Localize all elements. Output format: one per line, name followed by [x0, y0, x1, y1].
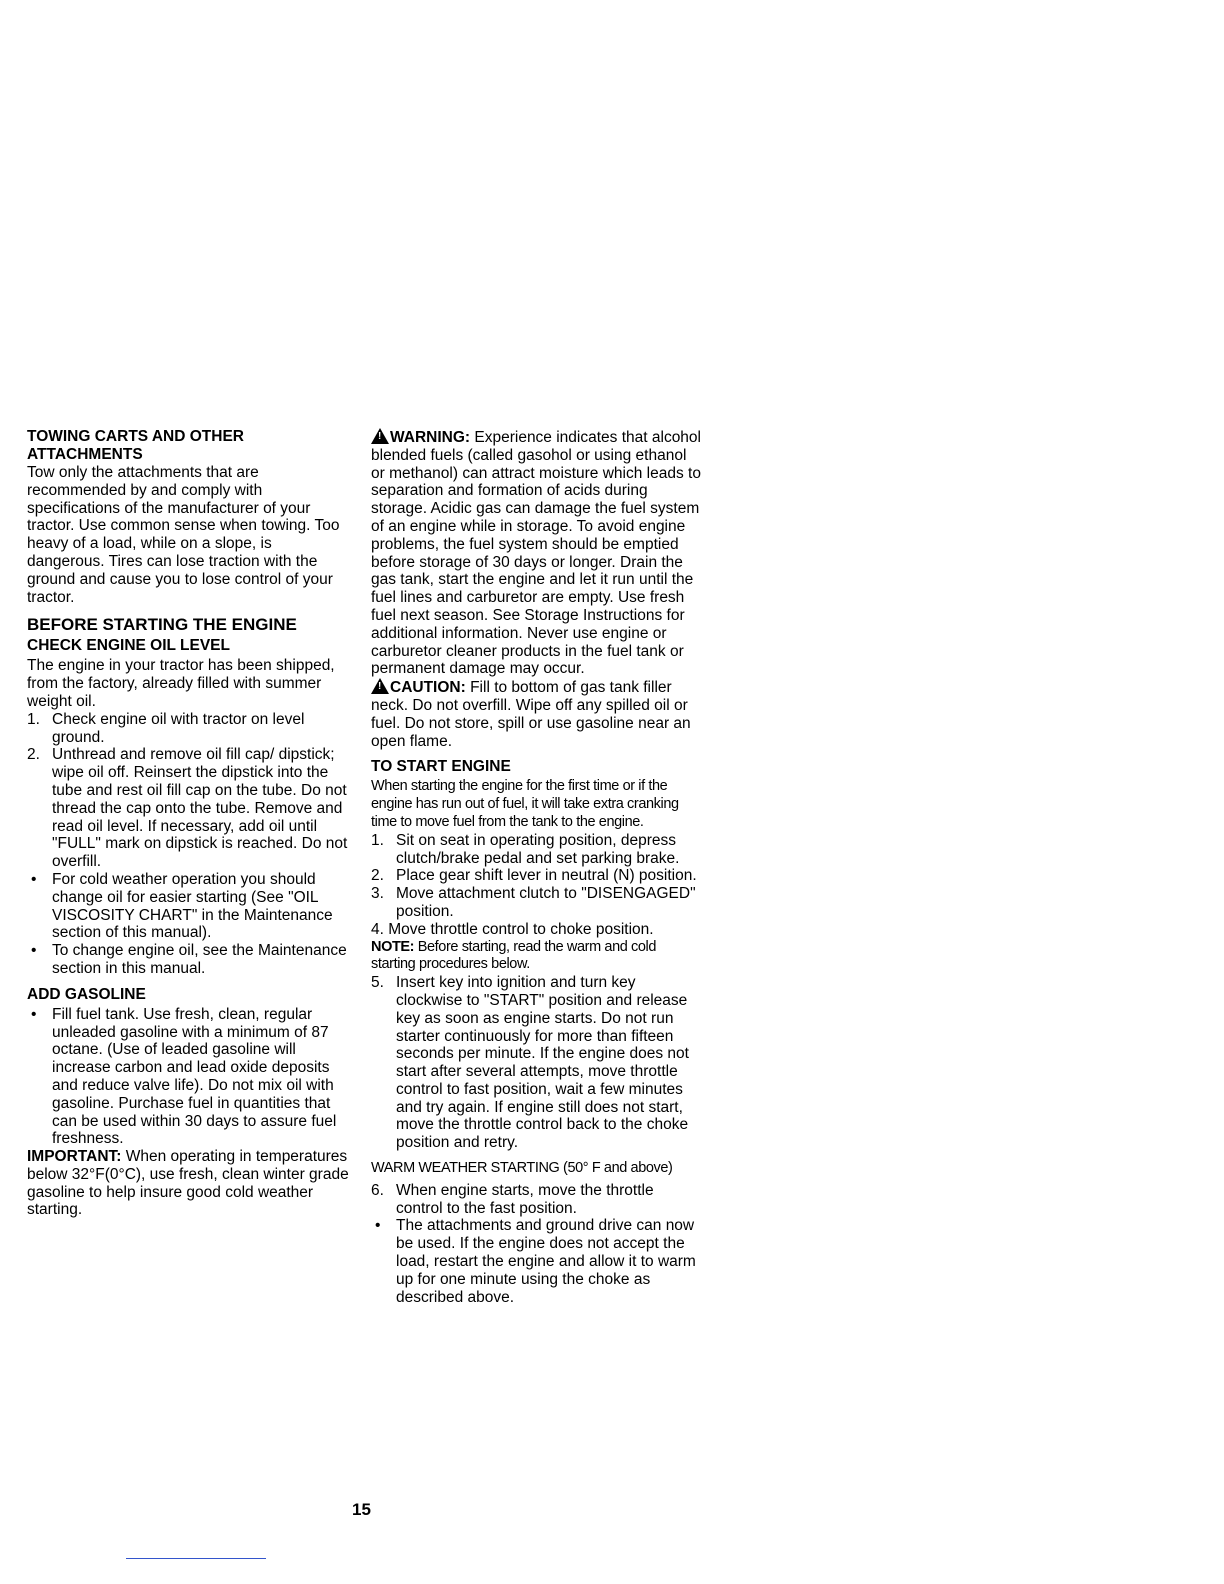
step-4: 4. Move throttle control to choke position.	[371, 920, 654, 938]
before-starting-heading: BEFORE STARTING THE ENGINE	[27, 615, 297, 635]
note-label: NOTE:	[371, 938, 415, 955]
bullet-text: The attachments and ground drive can now be used. If the engine does not accept the load, restart the engine and allow it to warm up for one minute using the choke as described above.	[396, 1217, 696, 1306]
step-text: Move attachment clutch to "DISENGAGED" position.	[396, 885, 696, 920]
list-item	[27, 871, 349, 942]
step-text: Unthread and remove oil fill cap/ dipstick; wipe oil off. Reinsert the dipstick into the tube and rest oil fill cap on the tube. Do not thread the cap onto the tube. Remove and read oil level. If necessary, add oil until "FULL" mark on dipstick is reached. Do not overfill.	[52, 746, 348, 871]
start-engine-steps	[371, 832, 701, 921]
list-item	[371, 885, 701, 921]
list-item	[371, 832, 701, 868]
start-engine-step6	[371, 1182, 701, 1218]
list-item	[27, 711, 349, 747]
caution-paragraph	[371, 678, 701, 750]
bullet-text: To change engine oil, see the Maintenance section in this manual.	[52, 942, 347, 977]
warning-label: WARNING:	[390, 429, 471, 446]
warning-text: Experience indicates that alcohol blended fuels (called gasohol or using ethanol or methanol) can attract moisture which leads to separation and formation of acids during storage. Acidic gas can damage the fuel system of an engine while in storage. To avoid engine problems, the fuel system should be emptied before storage of 30 days or longer. Drain the gas tank, start the engine and let it run until the fuel lines and carburetor are empty. Use fresh fuel next season. See Storage Instructions for additional information. Never use engine or carburetor cleaner products in the fuel tank or permanent damage may occur.	[371, 429, 701, 678]
left-column	[27, 428, 349, 1219]
right-column	[371, 428, 701, 1306]
add-gasoline-bullets	[27, 1006, 349, 1148]
note-text: Before starting, read the warm and cold starting procedures below.	[371, 938, 657, 973]
check-oil-steps	[27, 711, 349, 871]
bullet-mark: •	[31, 1005, 37, 1023]
step-number: 1.	[371, 831, 384, 849]
check-oil-bullets	[27, 871, 349, 978]
step-number: 2.	[371, 867, 384, 885]
note-paragraph	[371, 939, 701, 975]
caution-text: Fill to bottom of gas tank filler neck. Do not overfill. Wipe off any spilled oil or fuel. Do not store, spill or use gasoline near an open flame.	[371, 679, 691, 750]
step-text: Sit on seat in operating position, depress clutch/brake pedal and set parking brake.	[396, 831, 680, 867]
step-number: 5.	[371, 974, 384, 992]
towing-body: Tow only the attachments that are recommended by and comply with specifications of the manufacturer of your tractor. Use common sense when towing. Too heavy of a load, while on a slope, is dangerous. Tires can lose traction with the ground and cause you to lose control of your tractor.	[27, 464, 340, 606]
add-gasoline-heading: ADD GASOLINE	[27, 985, 146, 1003]
list-item	[371, 974, 701, 1152]
step-number: 6.	[371, 1181, 384, 1199]
list-item	[27, 746, 349, 871]
towing-heading-line2: ATTACHMENTS	[27, 446, 143, 463]
bullet-mark: •	[31, 942, 37, 960]
list-item	[371, 1217, 701, 1306]
bullet-mark: •	[375, 1217, 381, 1235]
start-engine-intro: When starting the engine for the first time or if the engine has run out of fuel, it will take extra cranking time to move fuel from the tank to the engine.	[371, 778, 679, 830]
footer-rule	[126, 1558, 266, 1559]
list-item	[371, 867, 701, 885]
step-text: When engine starts, move the throttle control to the fast position.	[396, 1181, 654, 1217]
check-oil-heading: CHECK ENGINE OIL LEVEL	[27, 637, 230, 655]
step-number: 1.	[27, 710, 40, 728]
important-label: IMPORTANT:	[27, 1148, 122, 1166]
page-number: 15	[352, 1500, 371, 1519]
list-item	[371, 1182, 701, 1218]
step-number: 3.	[371, 885, 384, 903]
warm-weather-heading: WARM WEATHER STARTING (50° F and above)	[371, 1160, 673, 1177]
step-number: 2.	[27, 746, 40, 764]
important-text: When operating in temperatures below 32°F(0°C), use fresh, clean winter grade gasoline to help insure good cold weather starting.	[27, 1148, 349, 1219]
list-item	[27, 942, 349, 978]
important-note	[27, 1148, 349, 1219]
check-oil-intro: The engine in your tractor has been shipped, from the factory, already filled with summer weight oil.	[27, 657, 335, 710]
caution-label: CAUTION:	[390, 679, 466, 697]
step-text: Check engine oil with tractor on level ground.	[52, 710, 305, 746]
bullet-text: Fill fuel tank. Use fresh, clean, regular unleaded gasoline with a minimum of 87 octane. (Use of leaded gasoline will increase carbon and lead oxide deposits and reduce valve life). Do not mix oil with gasoline. Purchase fuel in quantities that can be used within 30 days to assure fuel freshness.	[52, 1005, 337, 1148]
final-bullets	[371, 1217, 701, 1306]
step-text: Place gear shift lever in neutral (N) position.	[396, 867, 697, 885]
step-text: Insert key into ignition and turn key clockwise to "START" position and release key as soon as engine starts. Do not run starter continuously for more than fifteen seconds per minute. If the engine does not start after several attempts, move throttle control to fast position, wait a few minutes and try again. If engine still does not start, move the throttle control back to the choke position and retry.	[396, 974, 689, 1152]
start-engine-heading: TO START ENGINE	[371, 758, 511, 776]
caution-icon	[371, 678, 389, 694]
warning-icon	[371, 428, 389, 444]
towing-heading-line1: TOWING CARTS AND OTHER	[27, 428, 244, 445]
start-engine-step5	[371, 974, 701, 1152]
bullet-text: For cold weather operation you should change oil for easier starting (See "OIL VISCOSITY CHART" in the Maintenance section of this manual).	[52, 870, 333, 942]
list-item	[27, 1006, 349, 1148]
bullet-mark: •	[31, 870, 37, 888]
warning-paragraph	[371, 428, 701, 678]
